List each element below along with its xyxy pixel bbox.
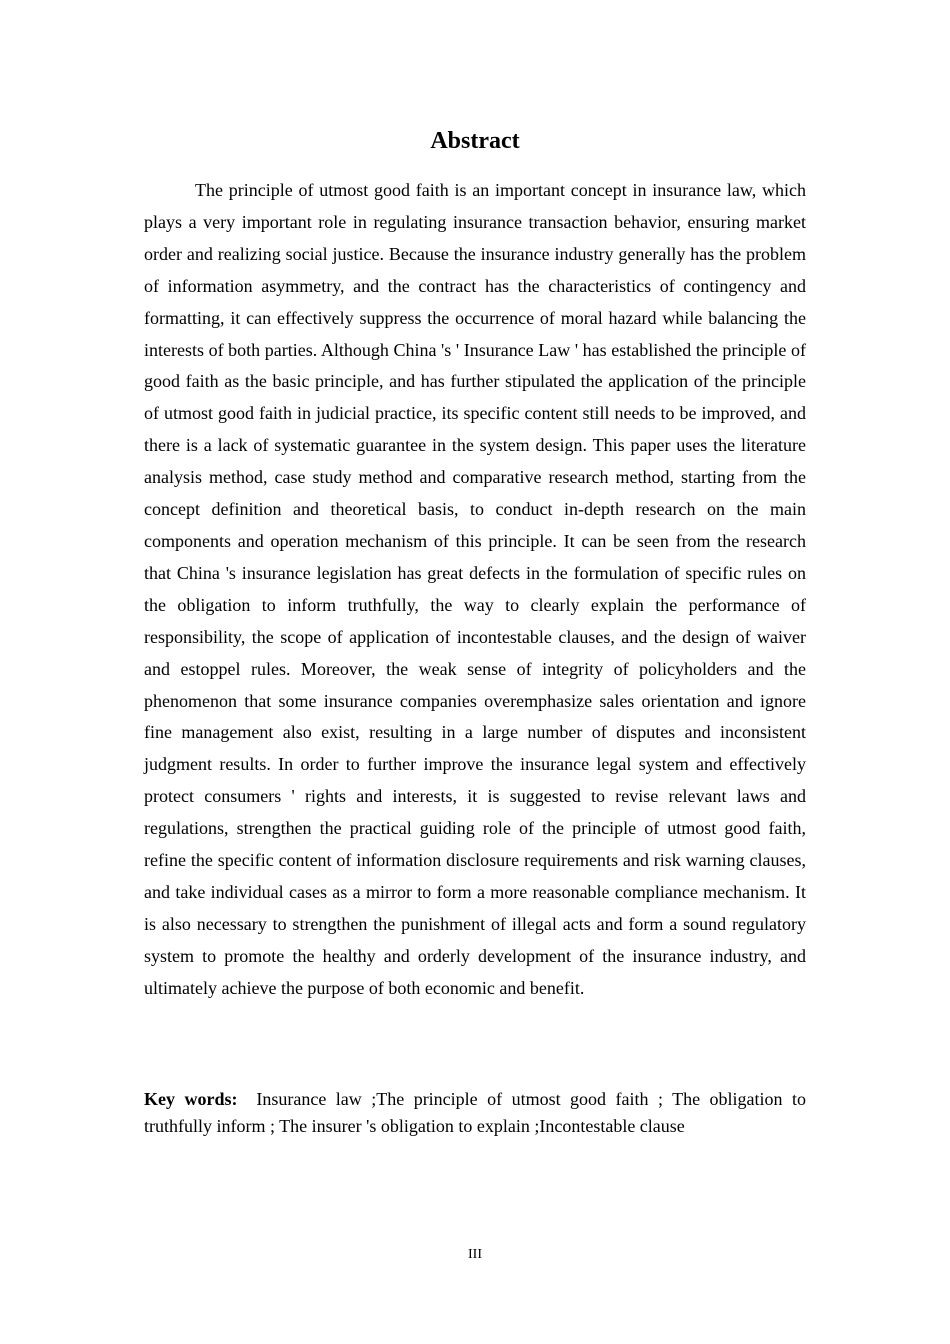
abstract-body: The principle of utmost good faith is an important concept in insurance law, which plays a very important role in regulating insurance transaction behavior, ensuring market order and realizing social justice. Because the insurance industry generally has the problem of information asymmetry, and the contract has the characteristics of contingency and formatting, it can effectively suppress the occurrence of moral hazard while balancing the interests of both parties. Although China 's ' Insurance Law ' has established the principle of good faith as the basic principle, and has further stipulated the application of the principle of utmost good faith in judicial practice, its specific content still needs to be improved, and there is a lack of systematic guarantee in the system design. This paper uses the literature analysis method, case study method and comparative research method, starting from the concept definition and theoretical basis, to conduct in-depth research on the main components and operation mechanism of this principle. It can be seen from the research that China 's insurance legislation has great defects in the formulation of specific rules on the obligation to inform truthfully, the way to clearly explain the performance of responsibility, the scope of application of incontestable clauses, and the design of waiver and estoppel rules. Moreover, the weak sense of integrity of policyholders and the phenomenon that some insurance companies overemphasize sales orientation and ignore fine management also exist, resulting in a large number of disputes and inconsistent judgment results. In order to further improve the insurance legal system and effectively protect consumers ' rights and interests, it is suggested to revise relevant laws and regulations, strengthen the practical guiding role of the principle of utmost good faith, refine the specific content of information disclosure requirements and risk warning clauses, and take individual cases as a mirror to form a more reasonable compliance mechanism. It is also necessary to strengthen the punishment of illegal acts and form a sound regulatory system to promote the healthy and orderly development of the insurance industry, and ultimately achieve the purpose of both economic and benefit. [144, 180, 806, 998]
keywords-label: Key words: [144, 1089, 238, 1109]
keywords-section [144, 1086, 806, 1140]
keywords-list: Insurance law ;The principle of utmost good faith ; The obligation to truthfully inform ; The insurer 's obligation to explain ;Incontestable clause [144, 1089, 806, 1136]
page-number: III [468, 1247, 482, 1262]
abstract-title: Abstract [430, 128, 520, 154]
